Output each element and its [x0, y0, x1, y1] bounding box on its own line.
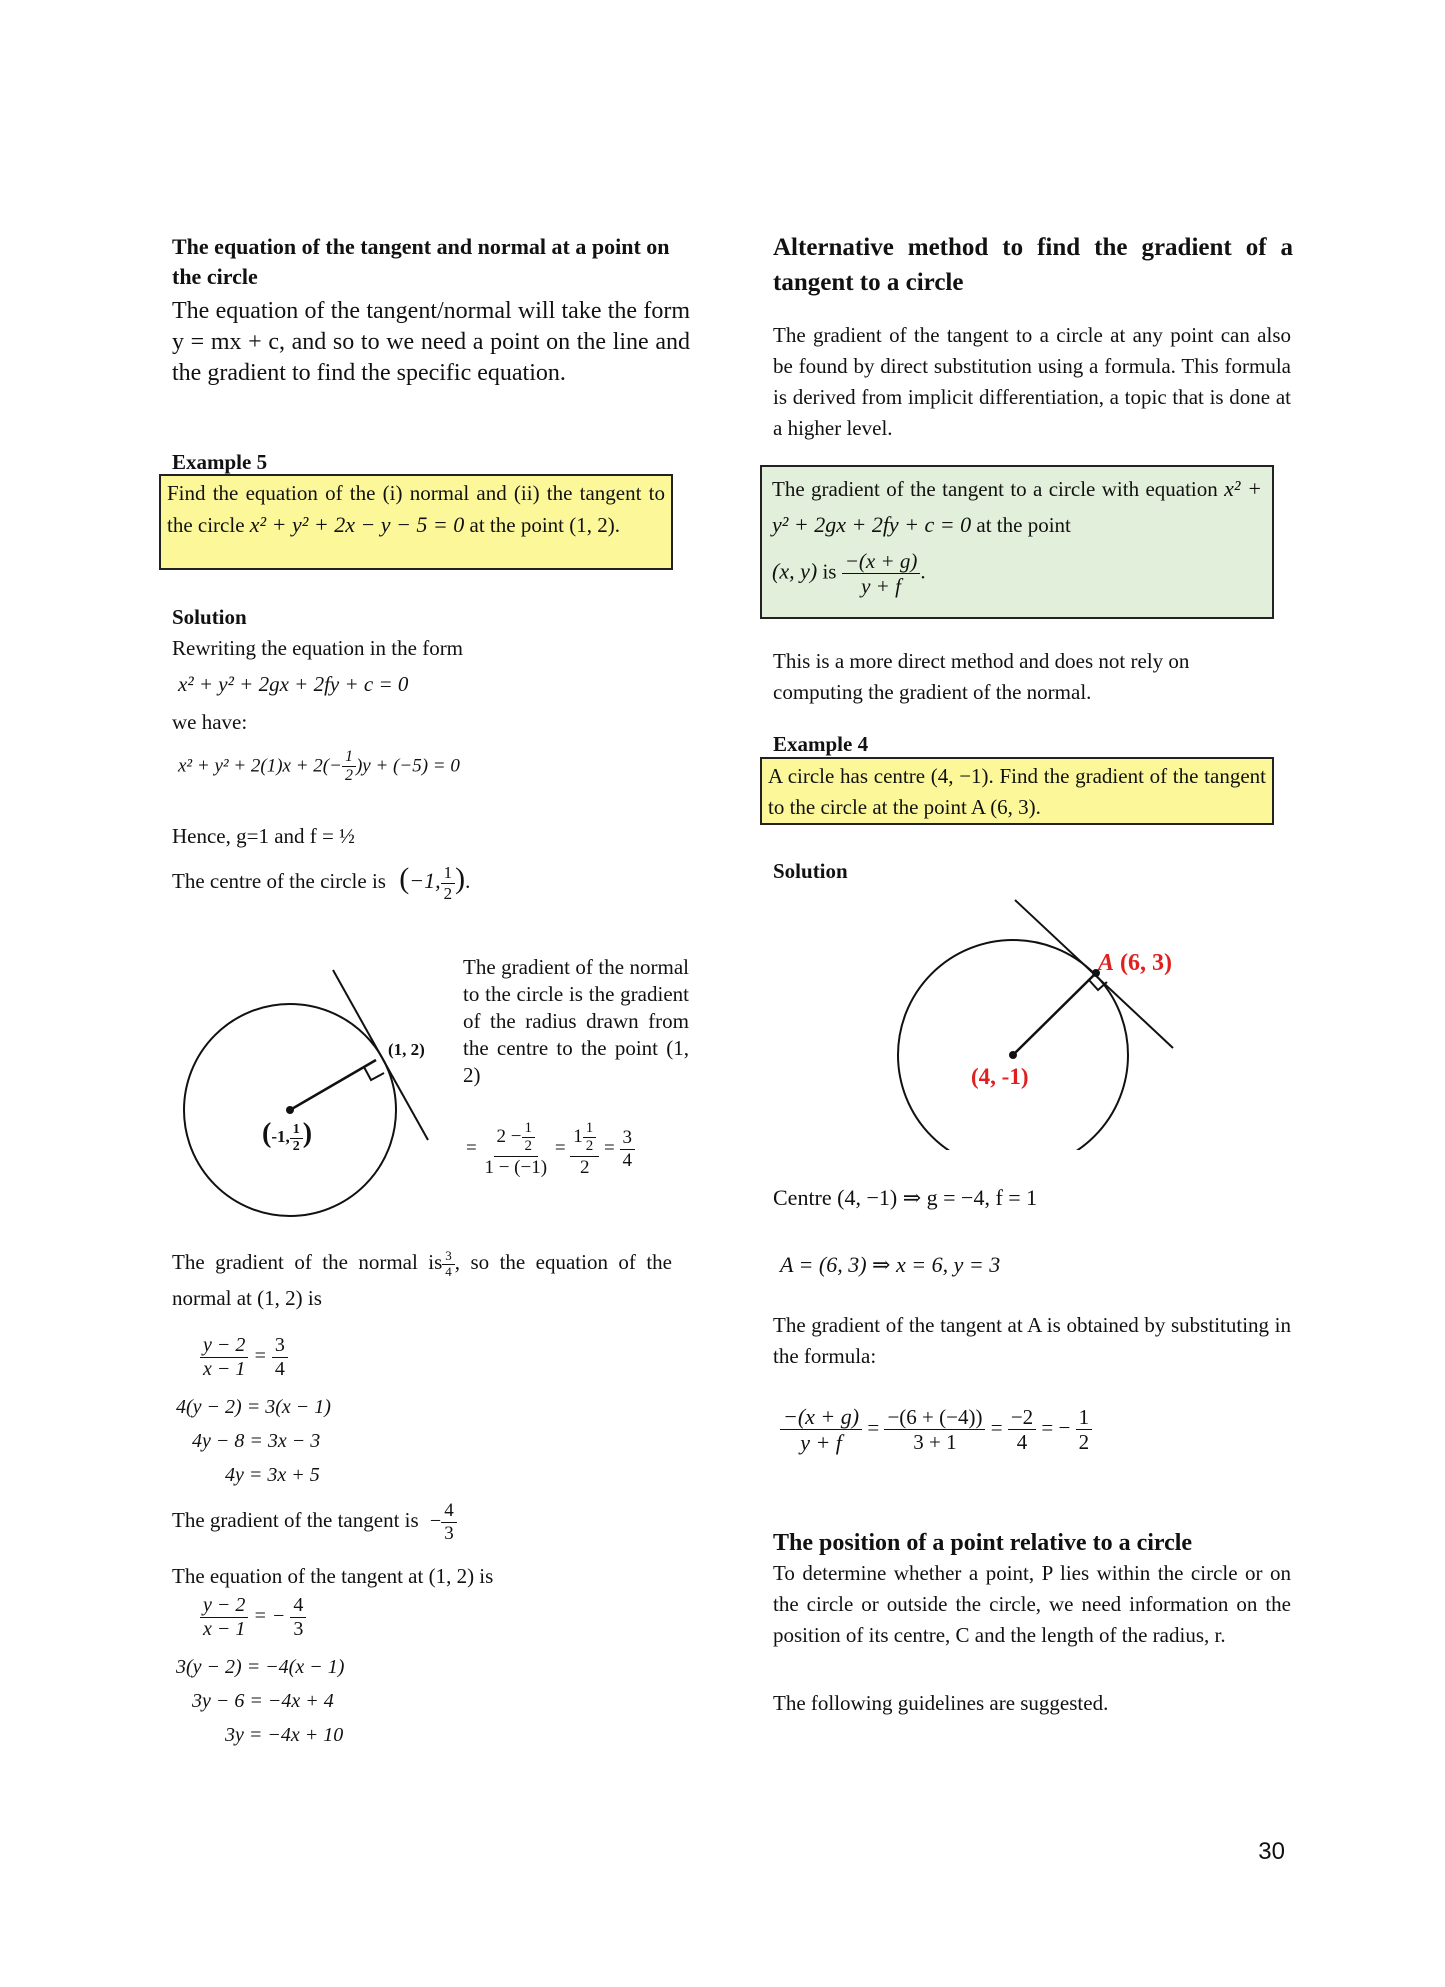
alternative-intro: The gradient of the tangent to a circle at any point can also be found by direct substitution using a formula. This formula is derived from implicit differentiation, a topic that is done at a higher level.	[773, 323, 1291, 440]
rewrite-text: Rewriting the equation in the form	[172, 636, 464, 660]
example-5-label: Example 5	[172, 450, 268, 474]
general-form-equation: x² + y² + 2gx + 2fy + c = 0	[178, 672, 409, 696]
tangent-fraction-equation: $\frac{y - 2}{x - 1}$ = − $\frac{4}{3}$	[200, 1594, 306, 1641]
right-angle-marker	[364, 1067, 384, 1080]
diagram-centre-label-left: (-1, $\frac{1}{2}$ )	[262, 1118, 313, 1154]
diagram-point-label-left: (1, 2)	[388, 1040, 425, 1059]
solution-label-right: Solution	[773, 859, 848, 883]
intro-paragraph: The equation of the tangent/normal will take the form y = mx + c, and so to we need a point on the line and the gradient to find the specific equation.	[172, 298, 690, 386]
example-4-text: A circle has centre (4, −1). Find the gradient of the tangent to the circle at the point A (6, 3).	[768, 764, 1266, 819]
normal-step-3: 4y = 3x + 5	[225, 1464, 320, 1486]
centre-text: The centre of the circle is (−1, $\frac{1}{2}$ ).	[172, 862, 471, 903]
radius-line	[290, 1060, 376, 1110]
example-4-box	[760, 757, 1274, 825]
solution-label-left: Solution	[172, 605, 247, 629]
page-number: 30	[1258, 1838, 1285, 1865]
formula-box-at: at the point	[976, 513, 1071, 537]
centre-point	[1009, 1051, 1017, 1059]
example-5-text: Find the equation of the (i) normal and (ii) the tangent to the circle	[167, 481, 665, 537]
formula-box-text: The gradient of the tangent to a circle with equation	[772, 477, 1218, 501]
example-5-equation: x² + y² + 2x − y − 5 = 0	[249, 512, 465, 537]
example-5-at: at	[469, 513, 485, 537]
direct-method-text: This is a more direct method and does not rely on computing the gradient of the normal.	[773, 649, 1190, 704]
gradient-note: The gradient of the normal to the circle is the gradient of the radius drawn from the centre to the point (1, 2)	[463, 955, 689, 1087]
radius-line	[1013, 973, 1096, 1055]
example-4-label: Example 4	[773, 732, 869, 756]
hence-text: Hence, g=1 and f = ½	[172, 824, 355, 848]
centre-point	[286, 1106, 294, 1114]
tangent-step-1: 3(y − 2) = −4(x − 1)	[176, 1656, 345, 1678]
gradient-calculation: = 2 − $\frac{1}{2}$ 1 − (−1) = 1 $\frac{1}{2}$ 2 = $\frac{3}{4}$	[466, 1120, 635, 1178]
circle-diagram-left	[170, 960, 450, 1220]
position-text: To determine whether a point, P lies within the circle or on the circle or outside the circle, we need information on the position of its centre, C and the length of the radius, r.	[773, 1561, 1291, 1647]
substitution-calculation: $\frac{-(x + g)}{y + f}$ = $\frac{-(6 + (-4))}{3 + 1}$ = $\frac{-2}{4}$ = − $\frac{1}{2}$	[780, 1404, 1092, 1456]
point-a-substitution: A = (6, 3) ⇒ x = 6, y = 3	[780, 1252, 1001, 1277]
section-heading-alternative: Alternative method to find the gradient of a tangent to a circle	[773, 234, 1293, 296]
tangent-step-3: 3y = −4x + 10	[225, 1724, 344, 1746]
formula-box-result: (x, y) is $\frac{-(x + g)}{y + f}$ .	[772, 549, 926, 599]
position-heading: The position of a point relative to a circle	[773, 1530, 1193, 1556]
guidelines-text: The following guidelines are suggested.	[773, 1691, 1109, 1715]
tangent-gradient-text: The gradient of the tangent is − $\frac{4}{3}$	[172, 1500, 457, 1545]
right-angle-marker	[1089, 980, 1107, 990]
expanded-equation: x² + y² + 2(1)x + 2(− $\frac{1}{2}$ )y + (−5) = 0	[178, 748, 460, 785]
tangent-equation-text: The equation of the tangent at (1, 2) is	[172, 1564, 494, 1588]
formula-box-equation: x² + y² + 2gx + 2fy + c = 0	[772, 476, 1262, 537]
we-have-text: we have:	[172, 710, 248, 734]
normal-step-1: 4(y − 2) = 3(x − 1)	[176, 1396, 331, 1418]
section-heading-tangent-normal: The equation of the tangent and normal at a point on the circle	[172, 234, 670, 289]
tangent-step-2: 3y − 6 = −4x + 4	[192, 1690, 334, 1712]
example-5-point: the point (1, 2).	[489, 513, 620, 537]
normal-gradient-text: The gradient of the normal is $\frac{3}{4}$ , so the equation of the normal at (1, 2) is	[172, 1247, 672, 1310]
gradient-at-a-text: The gradient of the tangent at A is obtained by substituting in the formula:	[773, 1313, 1291, 1368]
normal-step-2: 4y − 8 = 3x − 3	[192, 1430, 321, 1452]
centre-substitution: Centre (4, −1) ⇒ g = −4, f = 1	[773, 1185, 1038, 1210]
normal-fraction-equation: $\frac{y - 2}{x - 1}$ = $\frac{3}{4}$	[200, 1334, 288, 1381]
example-5-box	[159, 474, 673, 570]
diagram-centre-label-right: (4, -1)	[971, 1064, 1029, 1089]
circle-diagram-right	[880, 890, 1180, 1150]
diagram-point-label-right: A (6, 3)	[1098, 950, 1172, 976]
formula-box	[760, 465, 1274, 619]
